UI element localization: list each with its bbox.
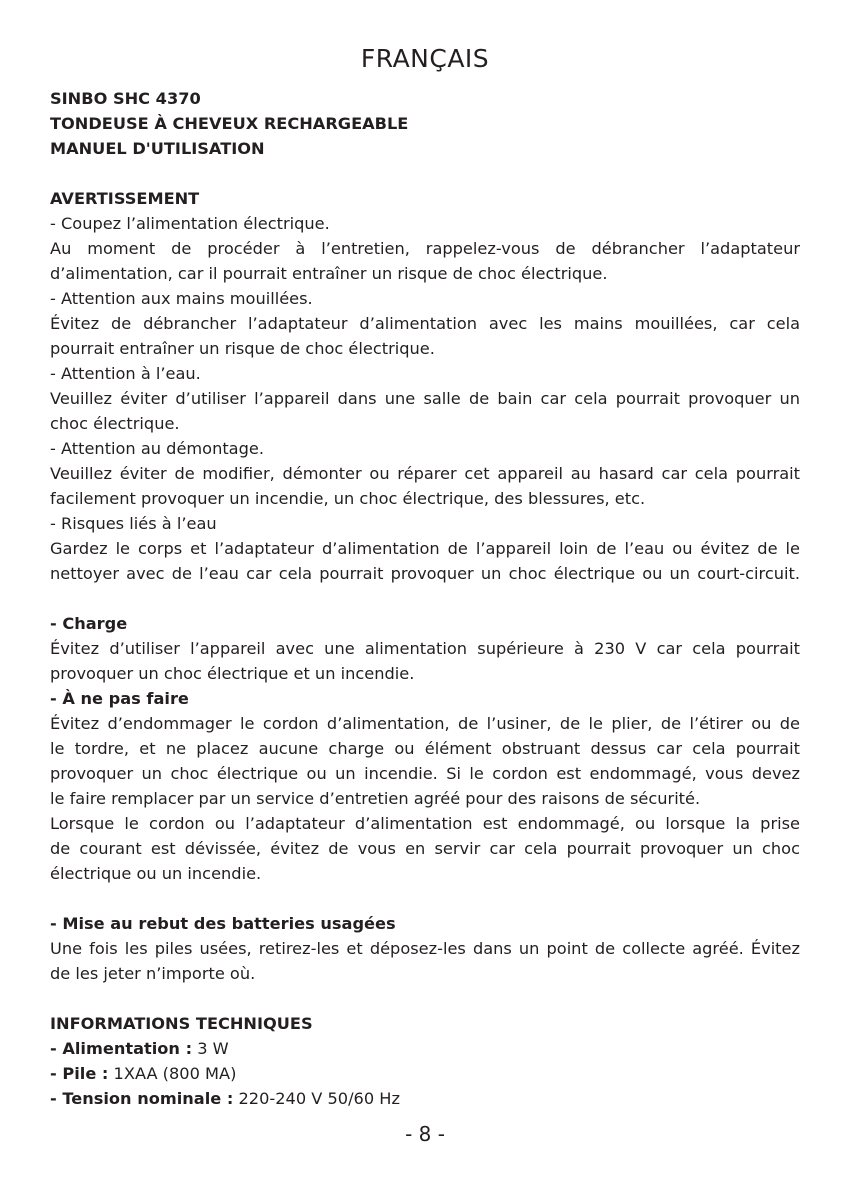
warning-item-title: - Attention aux mains mouillées. bbox=[50, 289, 313, 308]
warning-item-text: Évitez de débrancher l’adaptateur d’alimentation avec les mains mouillées, car cela bbox=[50, 314, 800, 333]
warning-item-text: nettoyer avec de l’eau car cela pourrait provoquer un choc électrique ou un court-circuit. bbox=[50, 564, 800, 583]
dont-text: de courant est dévissée, évitez de vous en servir car cela pourrait provoquer un choc bbox=[50, 839, 800, 858]
spec-battery bbox=[50, 1061, 800, 1086]
warning-item-text: facilement provoquer un incendie, un choc électrique, des blessures, etc. bbox=[50, 489, 646, 508]
warning-item-text: Veuillez éviter d’utiliser l’appareil dans une salle de bain car cela pourrait provoquer un bbox=[50, 389, 800, 408]
spec-power bbox=[50, 1036, 800, 1061]
page-number: - 8 - bbox=[405, 1122, 445, 1146]
specs-heading: INFORMATIONS TECHNIQUES bbox=[50, 1014, 313, 1033]
language-title: FRANÇAIS bbox=[360, 44, 490, 73]
warning-item-text: Au moment de procéder à l’entretien, rappelez-vous de débrancher l’adaptateur bbox=[50, 239, 800, 258]
warning-item-title: - Coupez l’alimentation électrique. bbox=[50, 214, 330, 233]
dont-text: le tordre, et ne placez aucune charge ou élément obstruant dessus car cela pourrait bbox=[50, 739, 800, 758]
disposal-text: Une fois les piles usées, retirez-les et déposez-les dans un point de collecte agréé. Évitez bbox=[50, 939, 800, 958]
dont-text: Lorsque le cordon ou l’adaptateur d’alimentation est endommagé, ou lorsque la prise bbox=[50, 814, 800, 833]
charge-text: provoquer un choc électrique et un incendie. bbox=[50, 664, 415, 683]
spec-voltage bbox=[50, 1086, 800, 1111]
warning-item-title: - Attention à l’eau. bbox=[50, 364, 201, 383]
warning-item-title: - Attention au démontage. bbox=[50, 439, 264, 458]
spec-battery-label: - Pile : bbox=[50, 1064, 109, 1083]
charge-heading: - Charge bbox=[50, 614, 128, 633]
dont-text: Évitez d’endommager le cordon d’alimentation, de l’usiner, de le plier, de l’étirer ou de bbox=[50, 714, 800, 733]
warning-item-text: pourrait entraîner un risque de choc électrique. bbox=[50, 339, 435, 358]
dont-text: le faire remplacer par un service d’entretien agréé pour des raisons de sécurité. bbox=[50, 789, 701, 808]
dont-text: électrique ou un incendie. bbox=[50, 864, 262, 883]
product-name: TONDEUSE À CHEVEUX RECHARGEABLE bbox=[50, 114, 409, 133]
manual-title: MANUEL D'UTILISATION bbox=[50, 139, 265, 158]
warning-item-text: Veuillez éviter de modifier, démonter ou réparer cet appareil au hasard car cela pourrait bbox=[50, 464, 800, 483]
disposal-heading: - Mise au rebut des batteries usagées bbox=[50, 914, 396, 933]
dont-text: provoquer un choc électrique ou un incendie. Si le cordon est endommagé, vous devez bbox=[50, 764, 800, 783]
warning-item-text: d’alimentation, car il pourrait entraîner un risque de choc électrique. bbox=[50, 264, 608, 283]
spec-battery-value: 1XAA (800 MA) bbox=[108, 1064, 237, 1083]
spec-voltage-label: - Tension nominale : bbox=[50, 1089, 234, 1108]
model-name: SINBO SHC 4370 bbox=[50, 89, 201, 108]
spec-power-value: 3 W bbox=[192, 1039, 229, 1058]
page-content bbox=[50, 86, 800, 1111]
disposal-text: de les jeter n’importe où. bbox=[50, 964, 256, 983]
warning-item-text: Gardez le corps et l’adaptateur d’alimentation de l’appareil loin de l’eau ou évitez de le bbox=[50, 539, 800, 558]
spec-voltage-value: 220-240 V 50/60 Hz bbox=[233, 1089, 400, 1108]
spec-power-label: - Alimentation : bbox=[50, 1039, 193, 1058]
warning-heading: AVERTISSEMENT bbox=[50, 189, 200, 208]
warning-item-text: choc électrique. bbox=[50, 414, 180, 433]
charge-text: Évitez d’utiliser l’appareil avec une alimentation supérieure à 230 V car cela pourrait bbox=[50, 639, 800, 658]
warning-item-title: - Risques liés à l’eau bbox=[50, 514, 217, 533]
dont-heading: - À ne pas faire bbox=[50, 689, 189, 708]
